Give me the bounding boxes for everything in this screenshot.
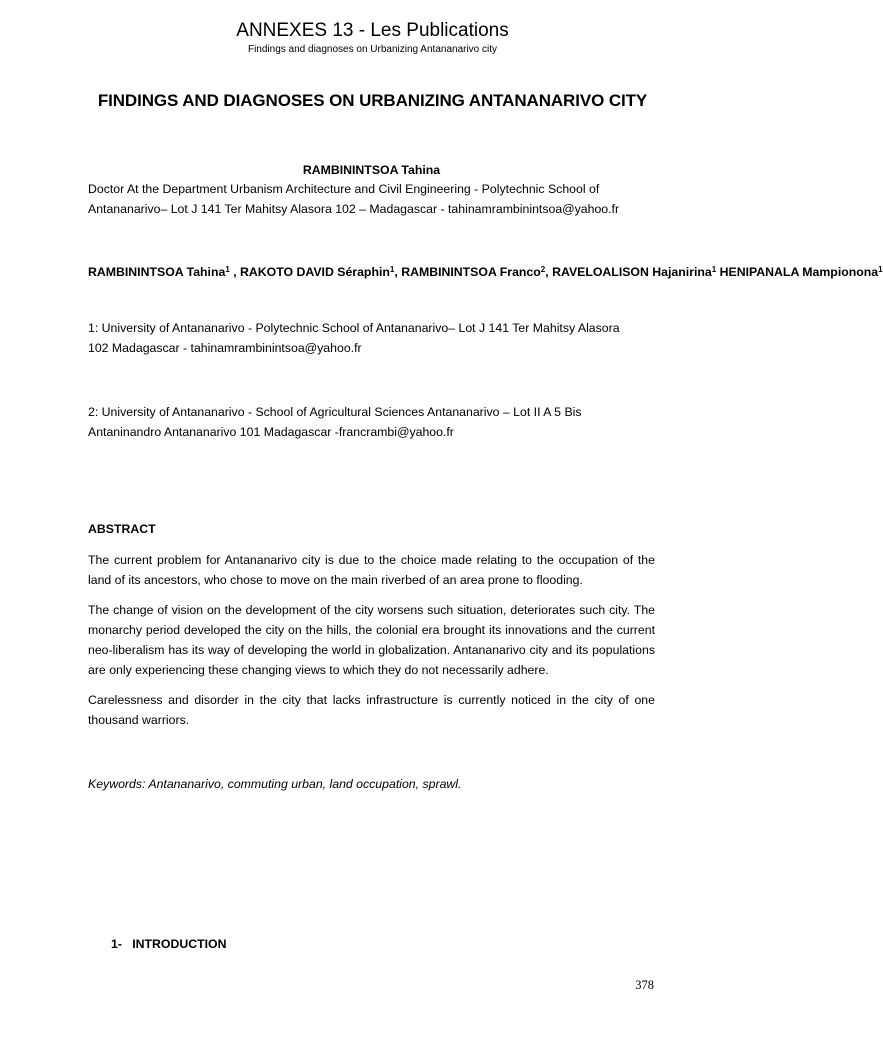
- coauthor-name: RAMBININTSOA Tahina: [88, 265, 226, 279]
- coauthor-affiliation-mark: 1: [225, 265, 230, 274]
- abstract-paragraph: The change of vision on the development of the city worsens such situation, deteriorates such city. The monarchy period developed the city on the hills, the colonial era brought its innovations and the current neo-liberalism has its way of developing the world in globalization. Antananarivo city and its populations are only experiencing these changing views to which they do not necessarily adhere.: [88, 603, 655, 677]
- running-header-subtitle: Findings and diagnoses on Urbanizing Antananarivo city: [247, 44, 498, 55]
- affiliation-line: 2: University of Antananarivo - School of Agricultural Sciences Antananarivo – Lot II A 5 Bis: [88, 405, 582, 419]
- coauthor-affiliation-mark: 2: [540, 265, 546, 274]
- abstract-heading: ABSTRACT: [88, 522, 156, 536]
- coauthor-line: RAMBININTSOA Tahina$^1$ , RAKOTO DAVID Séraphin$^1$, RAMBININTSOA Franco$^2$, RAVELOALISON Hajanirina$^1$ HENIPANALA Mampionona$^1$: [88, 265, 883, 279]
- coauthor-list: [88, 262, 883, 282]
- paper-title: FINDINGS AND DIAGNOSES ON URBANIZING ANTANANARIVO CITY: [97, 91, 648, 110]
- running-header-title: ANNEXES 13 - Les Publications: [236, 20, 509, 41]
- section-title: INTRODUCTION: [132, 937, 227, 951]
- page-number: 378: [635, 978, 654, 992]
- abstract-paragraph: Carelessness and disorder in the city that lacks infrastructure is currently noticed in the city of one thousand warriors.: [88, 693, 655, 727]
- affiliation-line: 102 Madagascar - tahinamrambinintsoa@yahoo.fr: [88, 341, 362, 355]
- lead-author-affiliation-line: Antananarivo– Lot J 141 Ter Mahitsy Alasora 102 – Madagascar - tahinamrambinintsoa@yahoo.fr: [88, 202, 620, 216]
- section-number: 1-: [111, 937, 122, 951]
- affiliation-1: [88, 318, 655, 358]
- keywords: Keywords: Antananarivo, commuting urban, land occupation, sprawl.: [88, 777, 462, 791]
- coauthor-affiliation-mark: 1: [878, 265, 883, 274]
- affiliation-line: Antaninandro Antananarivo 101 Madagascar -francrambi@yahoo.fr: [88, 425, 454, 439]
- coauthor-name: HENIPANALA Mampionona: [719, 265, 879, 279]
- abstract-paragraph: The current problem for Antananarivo city is due to the choice made relating to the occupation of the land of its ancestors, who chose to move on the main riverbed of an area prone to flooding.: [88, 553, 655, 587]
- section-heading-introduction: [111, 934, 226, 954]
- affiliation-line: 1: University of Antananarivo - Polytechnic School of Antananarivo– Lot J 141 Ter Mahitsy Alasora: [88, 321, 620, 335]
- lead-author-name: RAMBININTSOA Tahina: [302, 163, 441, 177]
- coauthor-name: RAVELOALISON Hajanirina: [552, 265, 712, 279]
- coauthor-name: RAKOTO DAVID Séraphin: [240, 265, 390, 279]
- coauthor-affiliation-mark: 1: [389, 265, 395, 274]
- lead-author-affiliation-line: Doctor At the Department Urbanism Architecture and Civil Engineering - Polytechnic School of: [88, 182, 600, 196]
- coauthor-affiliation-mark: 1: [711, 265, 717, 274]
- lead-author-affiliation: [88, 179, 668, 219]
- coauthor-name: RAMBININTSOA Franco: [401, 265, 541, 279]
- affiliation-2: [88, 402, 655, 442]
